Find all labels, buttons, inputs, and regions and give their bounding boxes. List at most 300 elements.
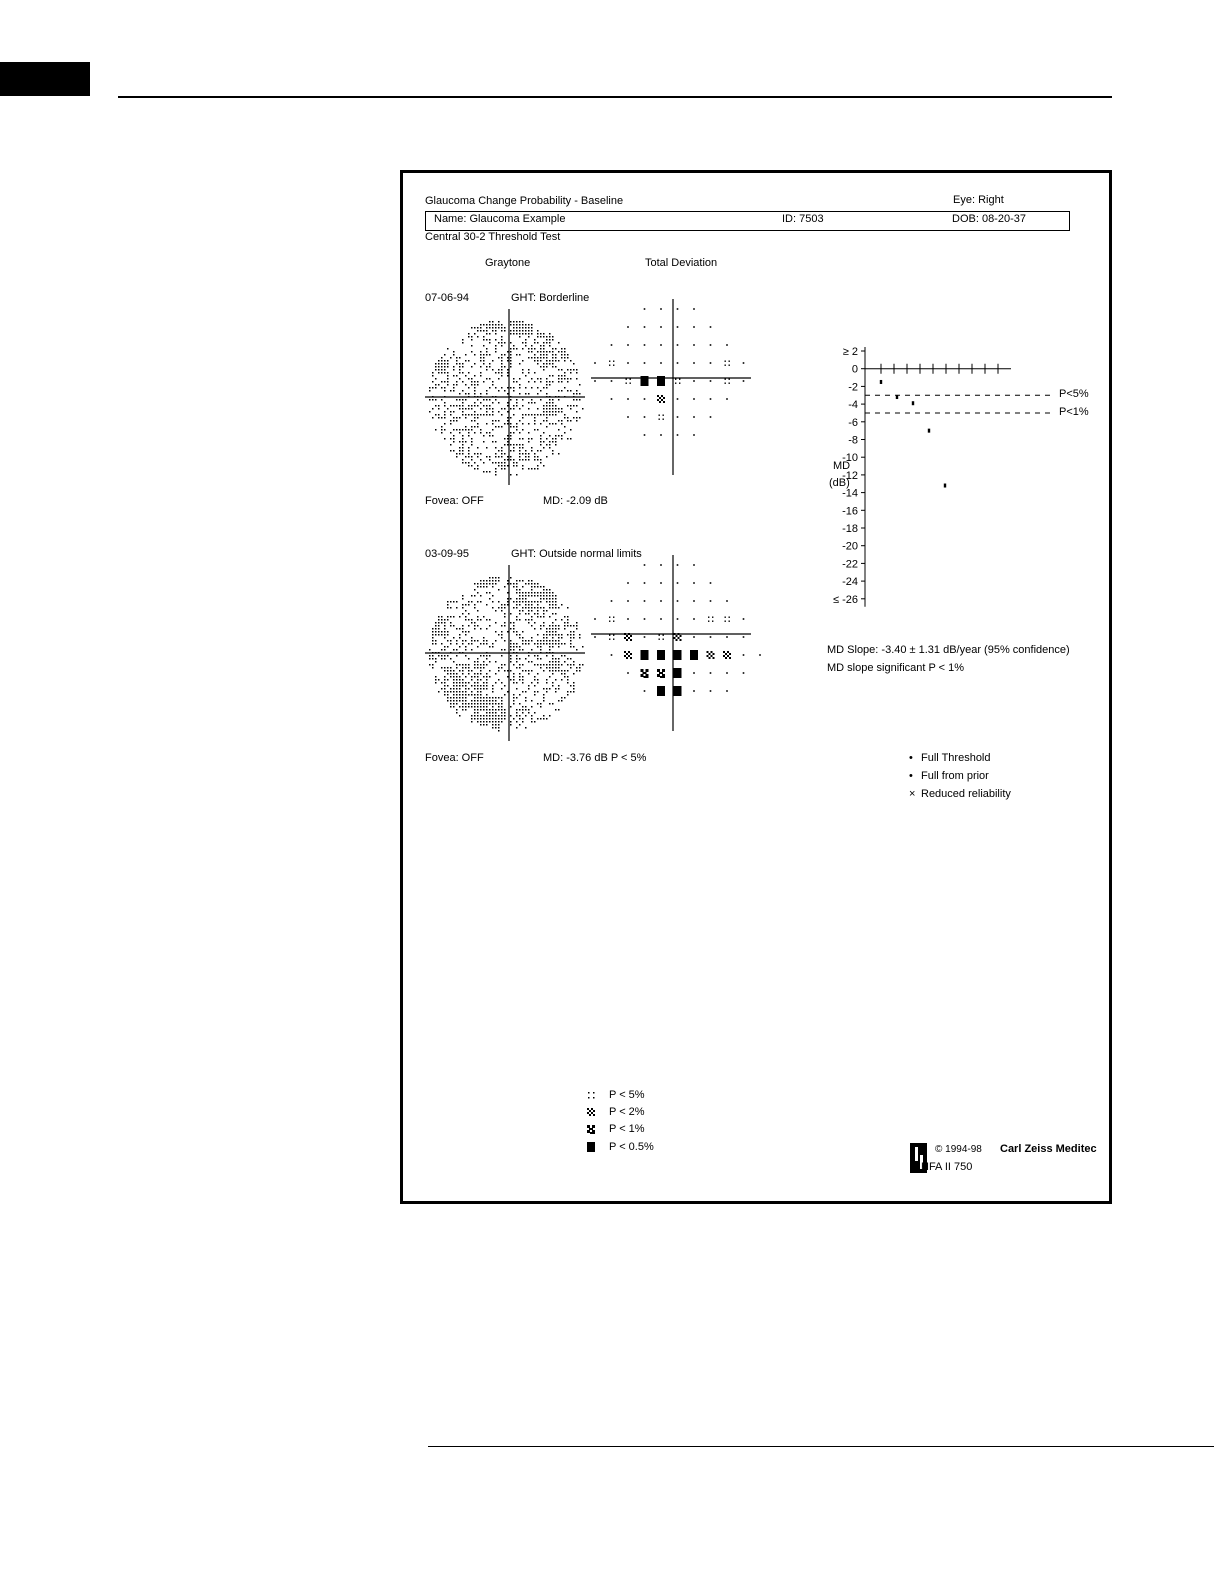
- graytone-dot: [474, 333, 476, 335]
- graytone-dot: [447, 607, 449, 609]
- graytone-dot: [432, 408, 434, 410]
- graytone-dot: [513, 601, 515, 603]
- graytone-dot: [486, 327, 488, 329]
- graytone-dot: [573, 393, 575, 395]
- deviation-symbol: [657, 650, 665, 660]
- graytone-dot: [543, 613, 545, 615]
- graytone-dot: [555, 634, 557, 636]
- graytone-dot: [492, 706, 494, 708]
- graytone-dot: [546, 417, 548, 419]
- graytone-dot: [486, 685, 488, 687]
- graytone-dot: [528, 643, 530, 645]
- graytone-dot: [513, 649, 515, 651]
- graytone-dot: [555, 619, 557, 621]
- graytone-dot: [576, 420, 578, 422]
- graytone-dot: [552, 607, 554, 609]
- p5-line-label: P<5%: [1059, 388, 1089, 400]
- graytone-dot: [447, 363, 449, 365]
- graytone-dot: [507, 456, 509, 458]
- graytone-dot: [546, 360, 548, 362]
- graytone-dot: [456, 694, 458, 696]
- graytone-dot: [453, 369, 455, 371]
- graytone-dot: [477, 423, 479, 425]
- deviation-symbol: [627, 582, 629, 584]
- graytone-dot: [501, 712, 503, 714]
- legend-p5: P < 5%: [609, 1089, 645, 1101]
- graytone-dot: [477, 718, 479, 720]
- graytone-dot: [516, 697, 518, 699]
- graytone-dot: [537, 351, 539, 353]
- graytone-dot: [501, 357, 503, 359]
- graytone-dot: [555, 601, 557, 603]
- deviation-symbol: [743, 636, 745, 638]
- graytone-dot: [570, 691, 572, 693]
- deviation-symbol: [644, 582, 646, 584]
- graytone-dot: [552, 339, 554, 341]
- graytone-dot: [480, 453, 482, 455]
- graytone-dot: [540, 649, 542, 651]
- graytone-dot: [558, 658, 560, 660]
- graytone-dot: [489, 709, 491, 711]
- graytone-dot: [528, 685, 530, 687]
- graytone-dot: [486, 718, 488, 720]
- graytone-dot: [543, 387, 545, 389]
- graytone-dot: [531, 649, 533, 651]
- graytone-dot: [495, 456, 497, 458]
- graytone-dot: [528, 640, 530, 642]
- graytone-dot: [510, 715, 512, 717]
- graytone-dot: [486, 324, 488, 326]
- graytone-dot: [465, 417, 467, 419]
- graytone-dot: [495, 351, 497, 353]
- graytone-dot: [477, 592, 479, 594]
- graytone-dot: [537, 465, 539, 467]
- graytone-dot: [510, 646, 512, 648]
- graytone-dot: [477, 414, 479, 416]
- graytone-dot: [570, 685, 572, 687]
- graytone-dot: [498, 465, 500, 467]
- graytone-dot: [492, 718, 494, 720]
- graytone-dot: [501, 700, 503, 702]
- graytone-dot: [462, 670, 464, 672]
- graytone-dot: [453, 390, 455, 392]
- graytone-dot: [570, 429, 572, 431]
- graytone-dot: [504, 712, 506, 714]
- graytone-dot: [558, 342, 560, 344]
- graytone-dot: [474, 468, 476, 470]
- deviation-symbol: [708, 617, 713, 622]
- graytone-dot: [444, 429, 446, 431]
- graytone-dot: [489, 324, 491, 326]
- graytone-dot: [471, 378, 473, 380]
- deviation-symbol: [594, 362, 596, 364]
- graytone-dot: [474, 354, 476, 356]
- graytone-dot: [549, 598, 551, 600]
- graytone-dot: [498, 580, 500, 582]
- graytone-dot: [531, 604, 533, 606]
- graytone-dot: [465, 682, 467, 684]
- graytone-dot: [486, 369, 488, 371]
- graytone-dot: [495, 718, 497, 720]
- graytone-dot: [468, 625, 470, 627]
- graytone-dot: [528, 381, 530, 383]
- graytone-dot: [519, 601, 521, 603]
- graytone-dot: [552, 408, 554, 410]
- graytone-dot: [546, 718, 548, 720]
- graytone-dot: [537, 336, 539, 338]
- graytone-dot: [432, 628, 434, 630]
- graytone-dot: [495, 727, 497, 729]
- graytone-dot: [570, 408, 572, 410]
- graytone-dot: [519, 595, 521, 597]
- graytone-dot: [438, 634, 440, 636]
- graytone-dot: [531, 414, 533, 416]
- graytone-dot: [480, 673, 482, 675]
- graytone-dot: [570, 420, 572, 422]
- graytone-dot: [513, 703, 515, 705]
- graytone-dot: [528, 408, 530, 410]
- graytone-dot: [492, 580, 494, 582]
- graytone-dot: [501, 387, 503, 389]
- graytone-dot: [489, 697, 491, 699]
- graytone-dot: [522, 360, 524, 362]
- graytone-dot: [558, 420, 560, 422]
- graytone-dot: [525, 456, 527, 458]
- graytone-dot: [486, 354, 488, 356]
- graytone-dot: [510, 649, 512, 651]
- graytone-dot: [582, 408, 584, 410]
- graytone-dot: [519, 378, 521, 380]
- graytone-dot: [522, 643, 524, 645]
- graytone-dot: [510, 330, 512, 332]
- graytone-dot: [519, 363, 521, 365]
- graytone-dot: [462, 628, 464, 630]
- graytone-dot: [495, 333, 497, 335]
- graytone-dot: [480, 583, 482, 585]
- graytone-dot: [456, 417, 458, 419]
- graytone-dot: [534, 595, 536, 597]
- graytone-dot: [471, 408, 473, 410]
- graytone-dot: [567, 357, 569, 359]
- graytone-dot: [465, 360, 467, 362]
- graytone-dot: [546, 634, 548, 636]
- graytone-dot: [552, 598, 554, 600]
- graytone-dot: [555, 414, 557, 416]
- graytone-dot: [492, 697, 494, 699]
- graytone-dot: [447, 679, 449, 681]
- graytone-dot: [432, 372, 434, 374]
- graytone-dot: [456, 640, 458, 642]
- graytone-dot: [483, 405, 485, 407]
- graytone-dot: [519, 673, 521, 675]
- graytone-dot: [516, 462, 518, 464]
- deviation-symbol: [693, 600, 695, 602]
- graytone-dot: [528, 459, 530, 461]
- graytone-dot: [483, 655, 485, 657]
- graytone-dot: [543, 670, 545, 672]
- graytone-dot: [570, 664, 572, 666]
- graytone-dot: [528, 453, 530, 455]
- graytone-dot: [543, 405, 545, 407]
- graytone-dot: [501, 366, 503, 368]
- graytone-dot: [525, 706, 527, 708]
- graytone-dot: [522, 601, 524, 603]
- graytone-dot: [546, 408, 548, 410]
- graytone-dot: [441, 622, 443, 624]
- graytone-dot: [576, 405, 578, 407]
- graytone-dot: [507, 601, 509, 603]
- deviation-symbol: [644, 362, 646, 364]
- graytone-dot: [453, 387, 455, 389]
- graytone-dot: [459, 369, 461, 371]
- p1-symbol-icon: [587, 1125, 596, 1134]
- graytone-dot: [510, 417, 512, 419]
- graytone-dot: [531, 468, 533, 470]
- graytone-dot: [447, 667, 449, 669]
- graytone-dot: [534, 712, 536, 714]
- graytone-dot: [441, 631, 443, 633]
- graytone-dot: [477, 336, 479, 338]
- graytone-dot: [510, 724, 512, 726]
- graytone-dot: [498, 402, 500, 404]
- graytone-dot: [468, 429, 470, 431]
- graytone-dot: [432, 667, 434, 669]
- gcp-report: [400, 170, 1112, 1204]
- graytone-dot: [471, 336, 473, 338]
- graytone-dot: [558, 408, 560, 410]
- graytone-dot: [549, 595, 551, 597]
- graytone-dot: [438, 691, 440, 693]
- graytone-dot: [438, 360, 440, 362]
- graytone-dot: [480, 706, 482, 708]
- graytone-dot: [552, 640, 554, 642]
- graytone-dot: [477, 381, 479, 383]
- graytone-dot: [552, 348, 554, 350]
- graytone-dot: [456, 691, 458, 693]
- graytone-dot: [462, 640, 464, 642]
- deviation-symbol: [644, 398, 646, 400]
- graytone-dot: [495, 583, 497, 585]
- graytone-dot: [528, 330, 530, 332]
- graytone-dot: [483, 324, 485, 326]
- graytone-dot: [489, 366, 491, 368]
- graytone-dot: [495, 330, 497, 332]
- graytone-dot: [510, 577, 512, 579]
- graytone-dot: [564, 348, 566, 350]
- graytone-dot: [432, 381, 434, 383]
- graytone-dot: [498, 706, 500, 708]
- graytone-dot: [483, 706, 485, 708]
- graytone-dot: [525, 393, 527, 395]
- graytone-dot: [552, 643, 554, 645]
- graytone-dot: [438, 625, 440, 627]
- graytone-dot: [525, 709, 527, 711]
- graytone-dot: [531, 625, 533, 627]
- graytone-dot: [477, 610, 479, 612]
- graytone-dot: [564, 628, 566, 630]
- graytone-dot: [510, 357, 512, 359]
- deviation-symbol: [710, 600, 712, 602]
- graytone-dot: [453, 375, 455, 377]
- eye-label: Eye: Right: [953, 194, 1004, 206]
- graytone-dot: [519, 384, 521, 386]
- graytone-dot: [537, 703, 539, 705]
- y-tick-label: -4: [848, 399, 858, 412]
- graytone-dot: [534, 456, 536, 458]
- graytone-dot: [561, 390, 563, 392]
- legend-reduced-reliability: Reduced reliability: [921, 788, 1011, 800]
- graytone-dot: [435, 682, 437, 684]
- graytone-dot: [579, 384, 581, 386]
- graytone-dot: [483, 363, 485, 365]
- graytone-dot: [474, 604, 476, 606]
- graytone-dot: [474, 688, 476, 690]
- exam2-md: MD: -3.76 dB P < 5%: [543, 752, 647, 764]
- graytone-dot: [474, 682, 476, 684]
- graytone-dot: [534, 628, 536, 630]
- graytone-dot: [558, 700, 560, 702]
- graytone-dot: [540, 441, 542, 443]
- deviation-symbol: [644, 636, 646, 638]
- graytone-dot: [495, 709, 497, 711]
- graytone-dot: [477, 691, 479, 693]
- graytone-dot: [522, 649, 524, 651]
- graytone-dot: [510, 354, 512, 356]
- exam2-graytone: [425, 565, 585, 745]
- graytone-dot: [474, 393, 476, 395]
- graytone-dot: [447, 348, 449, 350]
- graytone-dot: [522, 580, 524, 582]
- graytone-dot: [504, 640, 506, 642]
- graytone-dot: [468, 703, 470, 705]
- graytone-dot: [489, 598, 491, 600]
- total-deviation-heading: Total Deviation: [645, 257, 718, 269]
- graytone-dot: [495, 682, 497, 684]
- deviation-symbol: [693, 434, 695, 436]
- graytone-dot: [516, 631, 518, 633]
- graytone-dot: [522, 592, 524, 594]
- graytone-dot: [564, 417, 566, 419]
- graytone-dot: [480, 375, 482, 377]
- graytone-dot: [483, 643, 485, 645]
- graytone-dot: [519, 598, 521, 600]
- graytone-dot: [528, 372, 530, 374]
- graytone-dot: [519, 333, 521, 335]
- graytone-dot: [552, 366, 554, 368]
- graytone-dot: [507, 357, 509, 359]
- chapter-tab: [0, 62, 90, 96]
- graytone-dot: [546, 688, 548, 690]
- graytone-dot: [504, 438, 506, 440]
- graytone-dot: [522, 327, 524, 329]
- graytone-dot: [432, 375, 434, 377]
- graytone-dot: [432, 655, 434, 657]
- graytone-dot: [552, 631, 554, 633]
- graytone-dot: [435, 676, 437, 678]
- graytone-dot: [450, 420, 452, 422]
- graytone-dot: [468, 619, 470, 621]
- graytone-dot: [546, 411, 548, 413]
- patient-dob: DOB: 08-20-37: [952, 213, 1026, 225]
- deviation-symbol: [677, 398, 679, 400]
- graytone-dot: [540, 703, 542, 705]
- graytone-dot: [531, 351, 533, 353]
- graytone-dot: [531, 378, 533, 380]
- graytone-dot: [531, 637, 533, 639]
- graytone-dot: [555, 628, 557, 630]
- graytone-dot: [543, 589, 545, 591]
- graytone-dot: [531, 715, 533, 717]
- graytone-dot: [543, 369, 545, 371]
- graytone-dot: [474, 622, 476, 624]
- graytone-dot: [516, 601, 518, 603]
- graytone-dot: [528, 622, 530, 624]
- deviation-symbol: [693, 672, 695, 674]
- graytone-dot: [507, 369, 509, 371]
- graytone-dot: [525, 342, 527, 344]
- graytone-dot: [552, 438, 554, 440]
- graytone-dot: [501, 649, 503, 651]
- graytone-dot: [486, 393, 488, 395]
- graytone-dot: [489, 435, 491, 437]
- graytone-dot: [462, 613, 464, 615]
- graytone-dot: [531, 327, 533, 329]
- graytone-dot: [567, 694, 569, 696]
- graytone-dot: [465, 619, 467, 621]
- graytone-dot: [519, 450, 521, 452]
- graytone-dot: [510, 655, 512, 657]
- graytone-dot: [555, 661, 557, 663]
- graytone-dot: [492, 685, 494, 687]
- graytone-dot: [444, 423, 446, 425]
- graytone-dot: [525, 613, 527, 615]
- graytone-dot: [498, 378, 500, 380]
- deviation-symbol: [674, 668, 682, 678]
- graytone-dot: [522, 465, 524, 467]
- graytone-dot: [540, 444, 542, 446]
- graytone-dot: [477, 676, 479, 678]
- graytone-dot: [525, 327, 527, 329]
- graytone-dot: [441, 658, 443, 660]
- graytone-dot: [468, 682, 470, 684]
- graytone-dot: [456, 667, 458, 669]
- deviation-symbol: [660, 434, 662, 436]
- graytone-dot: [504, 390, 506, 392]
- graytone-dot: [453, 354, 455, 356]
- graytone-dot: [483, 414, 485, 416]
- graytone-dot: [528, 357, 530, 359]
- deviation-symbol: [677, 308, 679, 310]
- graytone-dot: [519, 718, 521, 720]
- graytone-dot: [537, 408, 539, 410]
- graytone-dot: [540, 390, 542, 392]
- graytone-dot: [471, 339, 473, 341]
- graytone-dot: [501, 450, 503, 452]
- graytone-dot: [540, 658, 542, 660]
- graytone-dot: [447, 673, 449, 675]
- graytone-dot: [516, 330, 518, 332]
- graytone-dot: [480, 580, 482, 582]
- graytone-dot: [444, 417, 446, 419]
- graytone-dot: [516, 709, 518, 711]
- y-tick-label: -6: [848, 416, 858, 429]
- graytone-dot: [516, 399, 518, 401]
- graytone-dot: [537, 342, 539, 344]
- graytone-dot: [459, 441, 461, 443]
- p1-line-label: P<1%: [1059, 406, 1089, 418]
- deviation-symbol: [693, 564, 695, 566]
- graytone-dot: [501, 631, 503, 633]
